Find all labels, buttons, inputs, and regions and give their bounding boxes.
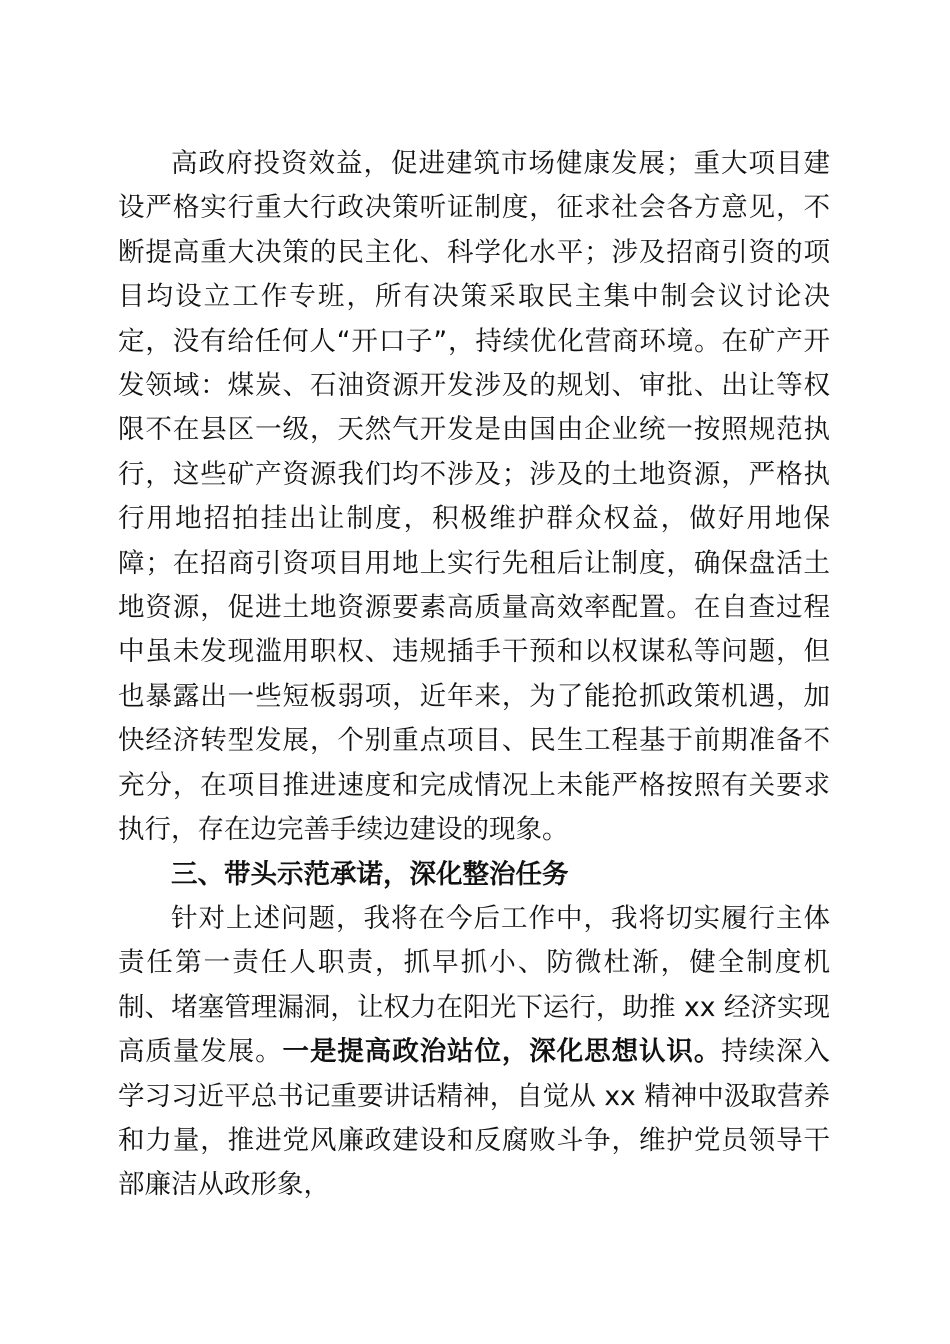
body-paragraph-2 xyxy=(118,897,830,1208)
body-paragraph-1: 高政府投资效益，促进建筑市场健康发展；重大项目建设严格实行重大行政决策听证制度，征求社会各方意见，不断提高重大决策的民主化、科学化水平；涉及招商引资的项目均设立工作专班，所有决策采取民主集中制会议讨论决定，没有给任何人“开口子”，持续优化营商环境。在矿产开发领域：煤炭、石油资源开发涉及的规划、审批、出让等权限不在县区一级，天然气开发是由国由企业统一按照规范执行，这些矿产资源我们均不涉及；涉及的土地资源，严格执行用地招拍挂出让制度，积极维护群众权益，做好用地保障；在招商引资项目用地上实行先租后让制度，确保盘活土地资源，促进土地资源要素高质量高效率配置。在自查过程中虽未发现滥用职权、违规插手干预和以权谋私等问题，但也暴露出一些短板弱项，近年来，为了能抢抓政策机遇，加快经济转型发展，个别重点项目、民生工程基于前期准备不充分，在项目推进速度和完成情况上未能严格按照有关要求执行，存在边完善手续边建设的现象。 xyxy=(118,148,830,846)
section-heading-3: 三、带头示范承诺，深化整治任务 xyxy=(171,858,569,890)
paragraph-2-rest: 持续深入学习习近平总书记重要讲话精神，自觉从 xx 精神中汲取营养和力量，推进党风廉政建设和反腐败斗争，维护党员领导干部廉洁从政形象， xyxy=(118,1036,831,1201)
document-body xyxy=(118,142,830,1208)
paragraph-2-intro: 针对上述问题，我将在今后工作中，我将切实履行主体责任第一责任人职责，抓早抓小、防微杜渐，健全制度机制、堵塞管理漏洞，让权力在阳光下运行，助推 xx 经济实现高质量发展。 xyxy=(118,902,830,1068)
paragraph-2-bold-lead: 一是提高政治站位，深化思想认识。 xyxy=(282,1036,722,1068)
